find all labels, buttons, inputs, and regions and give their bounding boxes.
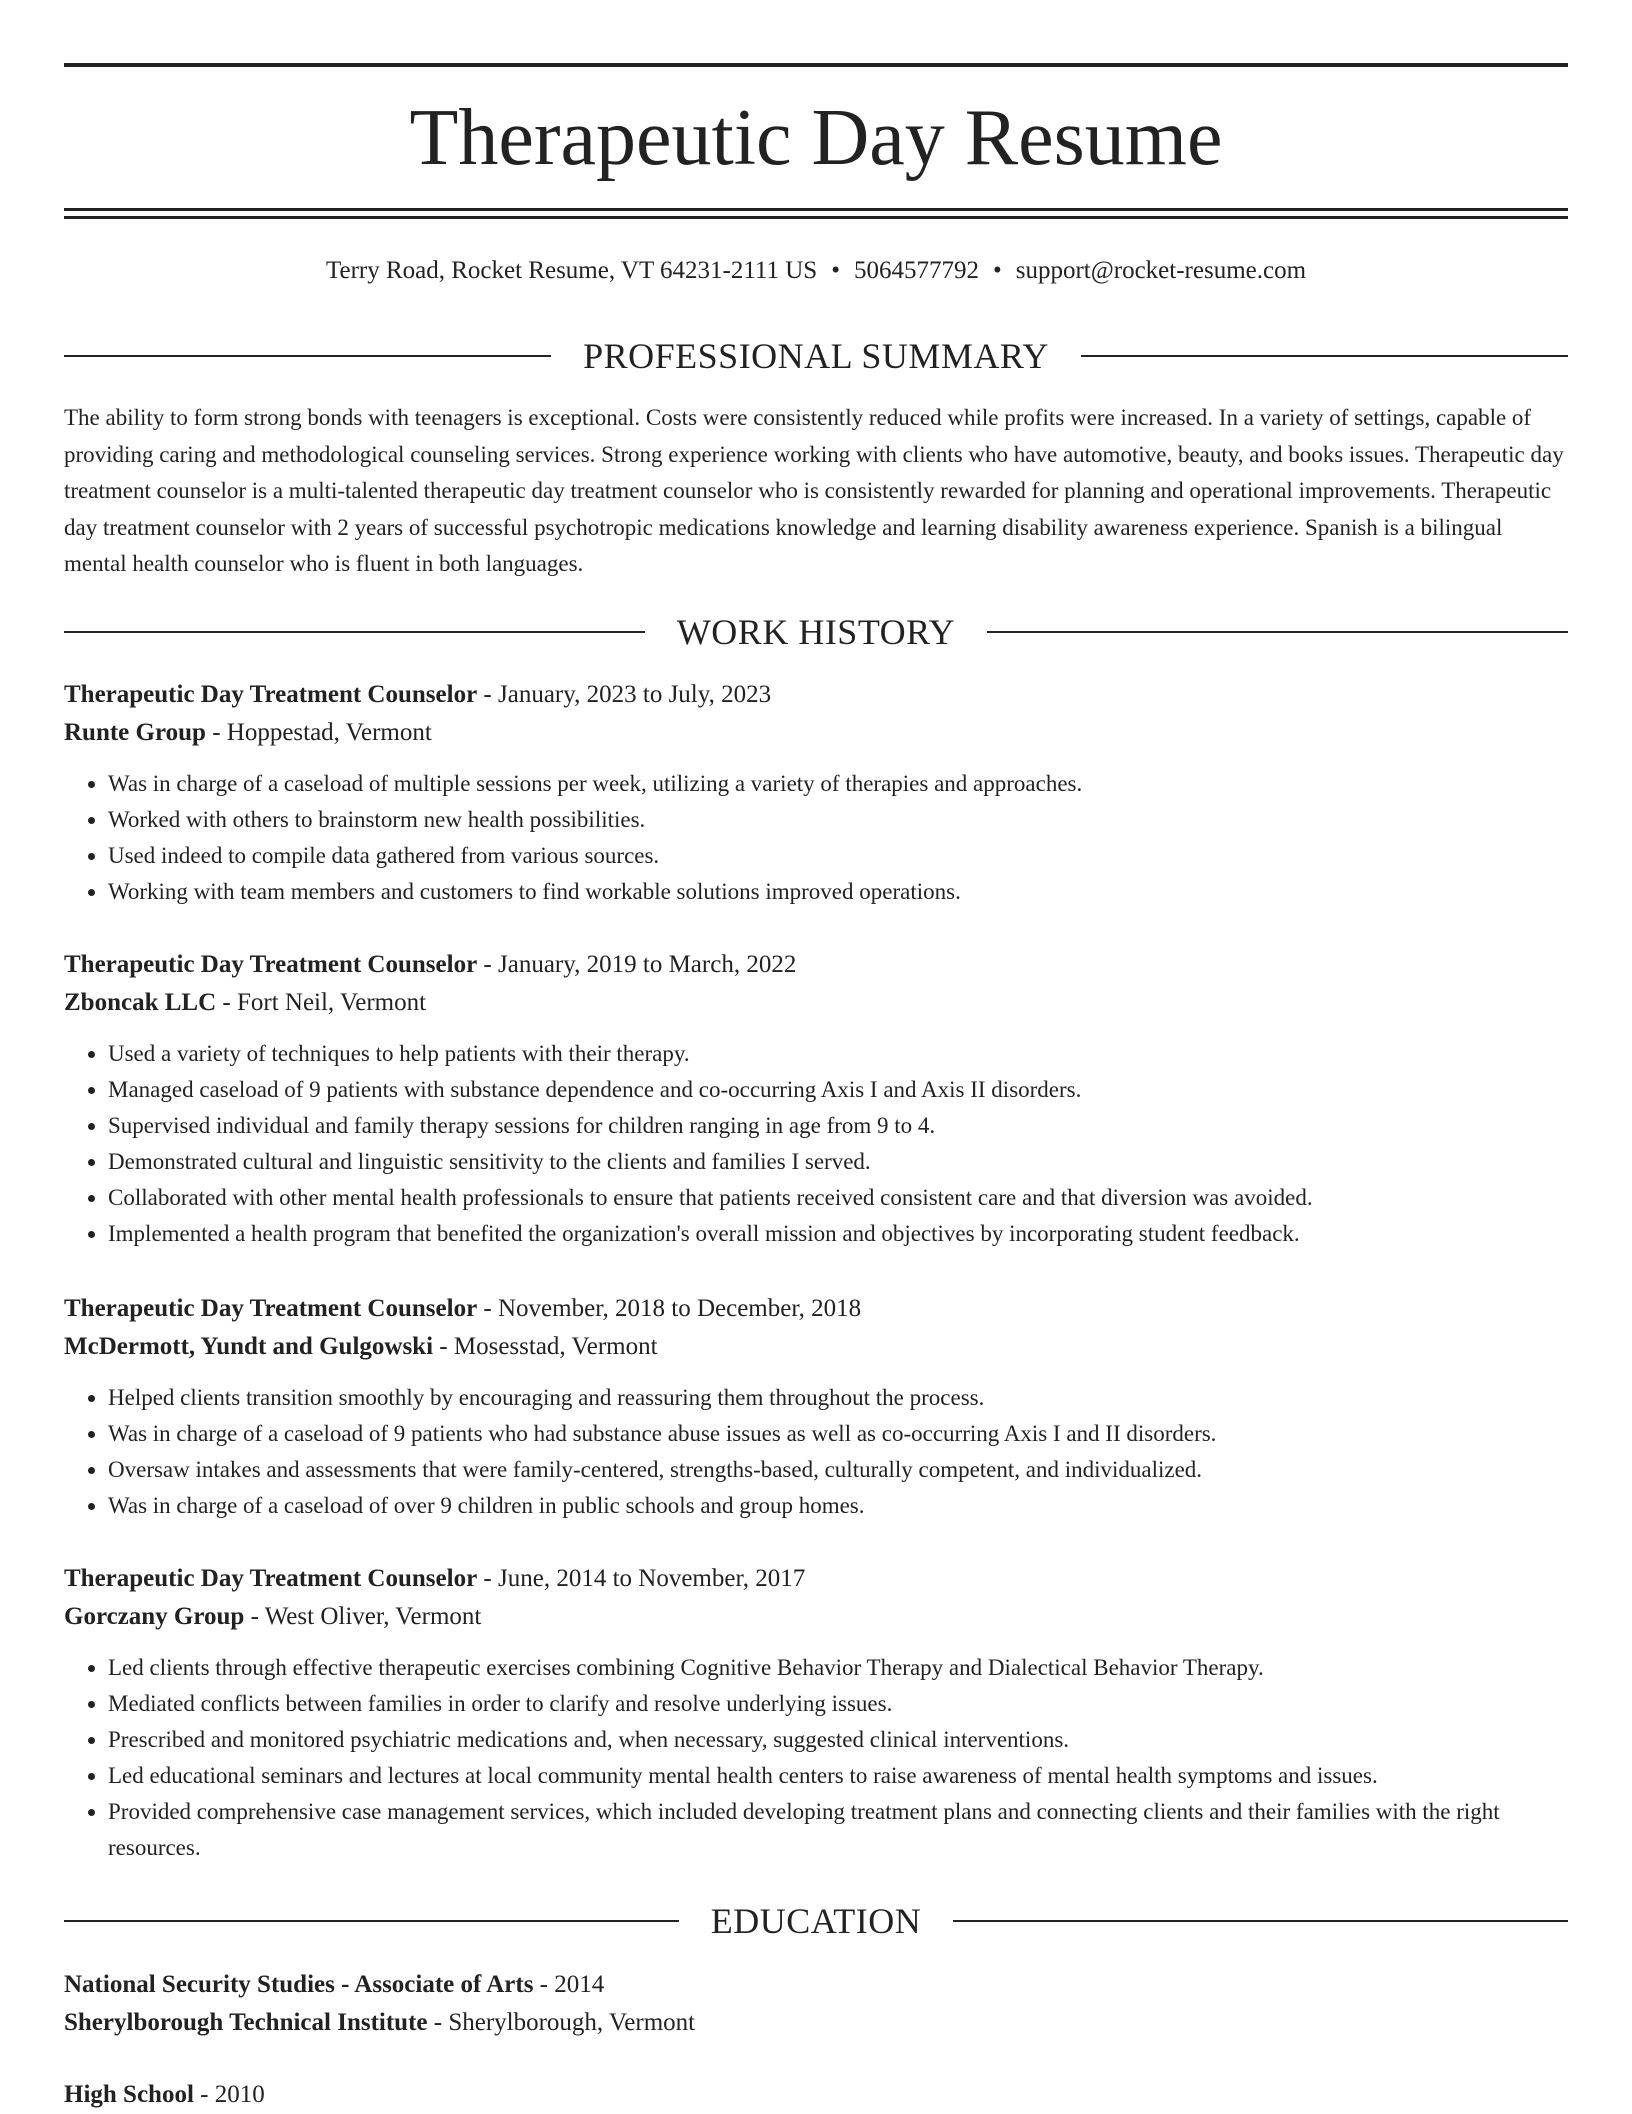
education-section-header [64,1899,1568,1943]
contact-separator: • [992,257,1002,284]
job-company: Gorczany Group [64,1603,245,1630]
job-dates: - June, 2014 to November, 2017 [477,1565,806,1592]
job-entry [64,1290,1568,1524]
job-bullet: • Demonstrated cultural and linguistic sensitivity to the clients and families I served. [108,1144,1568,1180]
job-entry [64,1560,1568,1866]
divider-line [987,631,1568,633]
job-location: - West Oliver, Vermont [244,1603,482,1630]
divider-line [64,1920,679,1922]
job-bullets [64,1036,1568,1252]
job-location: - Mosesstad, Vermont [433,1333,658,1360]
job-bullet: • Was in charge of a caseload of multiple sessions per week, utilizing a variety of therapies and approaches. [108,766,1568,802]
job-location: - Fort Neil, Vermont [216,989,427,1016]
resume-title: Therapeutic Day Resume [409,94,1223,182]
job-title: Therapeutic Day Treatment Counselor [64,1295,478,1322]
job-bullet: • Used a variety of techniques to help patients with their therapy. [108,1036,1568,1072]
job-bullet: • Mediated conflicts between families in order to clarify and resolve underlying issues. [108,1686,1568,1722]
education-school: Sherylborough Technical Institute [64,2009,428,2036]
job-bullet: • Oversaw intakes and assessments that were family-centered, strengths-based, culturally competent, and individualized. [108,1452,1568,1488]
education-location: - Sherylborough, Vermont [427,2009,696,2036]
contact-separator: • [831,257,840,284]
contact-phone: 5064577792 [853,257,979,284]
title-double-rule [64,208,1568,219]
job-bullets [64,766,1568,910]
job-bullet: • Worked with others to brainstorm new health possibilities. [108,802,1568,838]
job-entry [64,946,1568,1252]
job-location: - Hoppestad, Vermont [205,719,432,746]
divider-line [953,1920,1568,1922]
education-year: - 2014 [533,1971,605,1998]
contact-line [64,254,1568,288]
divider-line [1081,355,1568,357]
contact-address: Terry Road, Rocket Resume, VT 64231-2111 US [325,257,818,284]
job-bullet: • Managed caseload of 9 patients with substance dependence and co-occurring Axis I and Axis II disorders. [108,1072,1568,1108]
job-bullet: • Prescribed and monitored psychiatric medications and, when necessary, suggested clinical interventions. [108,1722,1568,1758]
job-company: Zboncak LLC [64,989,217,1016]
education-degree: National Security Studies - Associate of Arts [64,1971,534,1998]
job-title: Therapeutic Day Treatment Counselor [64,681,478,708]
job-title: Therapeutic Day Treatment Counselor [64,951,478,978]
job-bullet: • Implemented a health program that benefited the organization's overall mission and objectives by incorporating student feedback. [108,1216,1568,1252]
job-dates: - January, 2019 to March, 2022 [477,951,797,978]
education-entry [64,1966,1568,2042]
job-bullet: • Helped clients transition smoothly by encouraging and reassuring them throughout the process. [108,1380,1568,1416]
job-bullets [64,1650,1568,1866]
job-bullets [64,1380,1568,1524]
job-dates: - January, 2023 to July, 2023 [477,681,772,708]
job-dates: - November, 2018 to December, 2018 [477,1295,862,1322]
education-year: - 2010 [193,2081,265,2108]
job-bullet: • Was in charge of a caseload of over 9 children in public schools and group homes. [108,1488,1568,1524]
job-company: Runte Group [64,719,206,746]
work-section-header [64,610,1568,654]
job-bullet: • Collaborated with other mental health professionals to ensure that patients received consistent care and that diversion was avoided. [108,1180,1568,1216]
job-bullet: • Was in charge of a caseload of 9 patients who had substance abuse issues as well as co-occurring Axis I and II disorders. [108,1416,1568,1452]
contact-email[interactable]: support@rocket-resume.com [1015,257,1307,284]
summary-section-header [64,334,1568,378]
education-entry [64,2076,1568,2114]
job-bullet: • Used indeed to compile data gathered from various sources. [108,838,1568,874]
job-bullet: • Provided comprehensive case management services, which included developing treatment plans and connecting clients and their families with the right resources. [108,1794,1568,1866]
summary-heading: PROFESSIONAL SUMMARY [583,336,1049,376]
job-bullet: • Working with team members and customers to find workable solutions improved operations. [108,874,1568,910]
job-title: Therapeutic Day Treatment Counselor [64,1565,478,1592]
summary-text: The ability to form strong bonds with teenagers is exceptional. Costs were consistently reduced while profits were increased. In a variety of settings, capable of providing caring and methodological counseling services. Strong experience working with clients who have automotive, beauty, and books issues. Therapeutic day treatment counselor is a multi-talented therapeutic day treatment counselor who is consistently rewarded for planning and operational improvements. Therapeutic day treatment counselor with 2 years of successful psychotropic medications knowledge and learning disability awareness experience. Spanish is a bilingual mental health counselor who is fluent in both languages. [64,405,1564,576]
top-rule [64,63,1568,67]
job-entry [64,676,1568,910]
job-bullet: • Led clients through effective therapeutic exercises combining Cognitive Behavior Therapy and Dialectical Behavior Therapy. [108,1650,1568,1686]
divider-line [64,631,645,633]
job-bullet: • Led educational seminars and lectures at local community mental health centers to raise awareness of mental health symptoms and issues. [108,1758,1568,1794]
job-bullet: • Supervised individual and family therapy sessions for children ranging in age from 9 to 4. [108,1108,1568,1144]
job-company: McDermott, Yundt and Gulgowski [64,1333,434,1360]
work-heading: WORK HISTORY [676,612,956,652]
divider-line [64,355,551,357]
education-heading: EDUCATION [710,1901,922,1941]
education-degree: High School [64,2081,194,2108]
